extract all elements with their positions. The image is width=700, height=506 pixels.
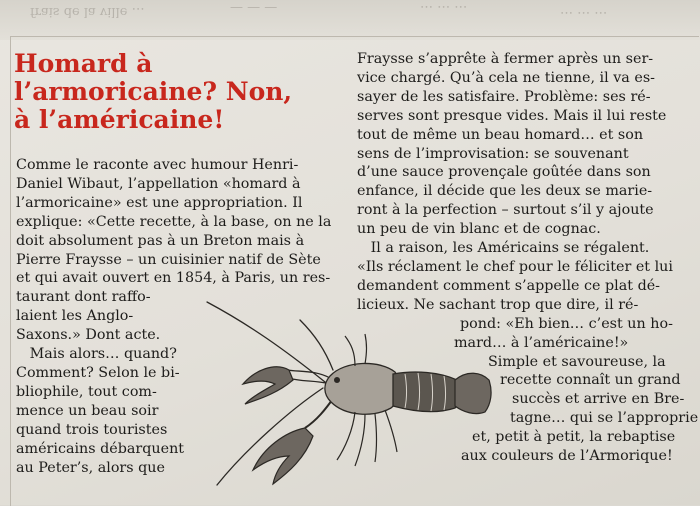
- lobster-illustration: [205, 300, 495, 490]
- text-line: «Ils réclament le chef pour le féliciter et lui: [357, 258, 673, 275]
- text-line: Saxons.» Dont acte.: [16, 327, 161, 344]
- text-line: licieux. Ne sachant trop que dire, il ré-: [357, 296, 639, 313]
- text-line: au Peter’s, alors que: [16, 459, 165, 476]
- text-line: Il a raison, les Américains se régalent.: [357, 240, 650, 257]
- text-line: ront à la perfection – surtout s’il y ajoute: [357, 202, 654, 219]
- text-line: Mais alors… quand?: [16, 346, 177, 363]
- text-line: serves sont presque vides. Mais il lui reste: [357, 107, 667, 124]
- text-line: doit absolument pas à un Breton mais à: [16, 232, 305, 249]
- text-line: sens de l’improvisation: se souvenant: [357, 145, 629, 162]
- text-line: Simple et savoureuse, la: [488, 353, 666, 370]
- text-line: tagne… qui se l’approprie: [510, 410, 699, 427]
- headline-line: l’armoricaine? Non,: [14, 77, 293, 106]
- text-line: quand trois touristes: [16, 421, 168, 438]
- text-line: vice chargé. Qu’à cela ne tienne, il va es-: [357, 69, 656, 86]
- text-line: mard… à l’américaine!»: [454, 334, 629, 351]
- article-headline: [14, 50, 339, 134]
- text-line: et qui avait ouvert en 1854, à Paris, un res-: [16, 270, 331, 287]
- headline-line: Homard à: [14, 49, 153, 78]
- show-through-text: frais de la ville … — — — … … … … … …: [0, 0, 700, 40]
- text-line: tout de même un beau homard… et son: [357, 126, 644, 143]
- text-line: Pierre Fraysse – un cuisinier natif de Sète: [16, 251, 321, 268]
- text-line: bliophile, tout com-: [16, 383, 157, 400]
- text-line: laient les Anglo-: [16, 308, 134, 325]
- headline-line: à l’américaine!: [14, 105, 225, 134]
- text-line: enfance, il décide que les deux se marie-: [357, 183, 653, 200]
- text-line: pond: «Eh bien… c’est un ho-: [460, 315, 673, 332]
- text-line: Daniel Wibaut, l’appellation «homard à: [16, 175, 301, 192]
- text-line: américains débarquent: [16, 440, 185, 457]
- text-line: mence un beau soir: [16, 402, 159, 419]
- text-line: succès et arrive en Bre-: [512, 391, 685, 408]
- text-line: Comme le raconte avec humour Henri-: [16, 157, 299, 173]
- text-line: recette connaît un grand: [500, 372, 681, 389]
- text-line: l’armoricaine» est une appropriation. Il: [16, 194, 303, 211]
- text-line: Comment? Selon le bi-: [16, 364, 180, 381]
- text-line: Fraysse s’apprête à fermer après un ser-: [357, 51, 654, 67]
- text-line: d’une sauce provençale goûtée dans son: [357, 164, 651, 181]
- text-line: explique: «Cette recette, à la base, on ne la: [16, 213, 332, 230]
- text-line: aux couleurs de l’Armorique!: [461, 448, 673, 465]
- text-line: sayer de les satisfaire. Problème: ses ré-: [357, 88, 651, 105]
- text-line: un peu de vin blanc et de cognac.: [357, 221, 601, 238]
- text-line: et, petit à petit, la rebaptise: [472, 429, 676, 446]
- text-line: demandent comment s’appelle ce plat dé-: [357, 277, 661, 294]
- text-line: taurant dont raffo-: [16, 289, 151, 306]
